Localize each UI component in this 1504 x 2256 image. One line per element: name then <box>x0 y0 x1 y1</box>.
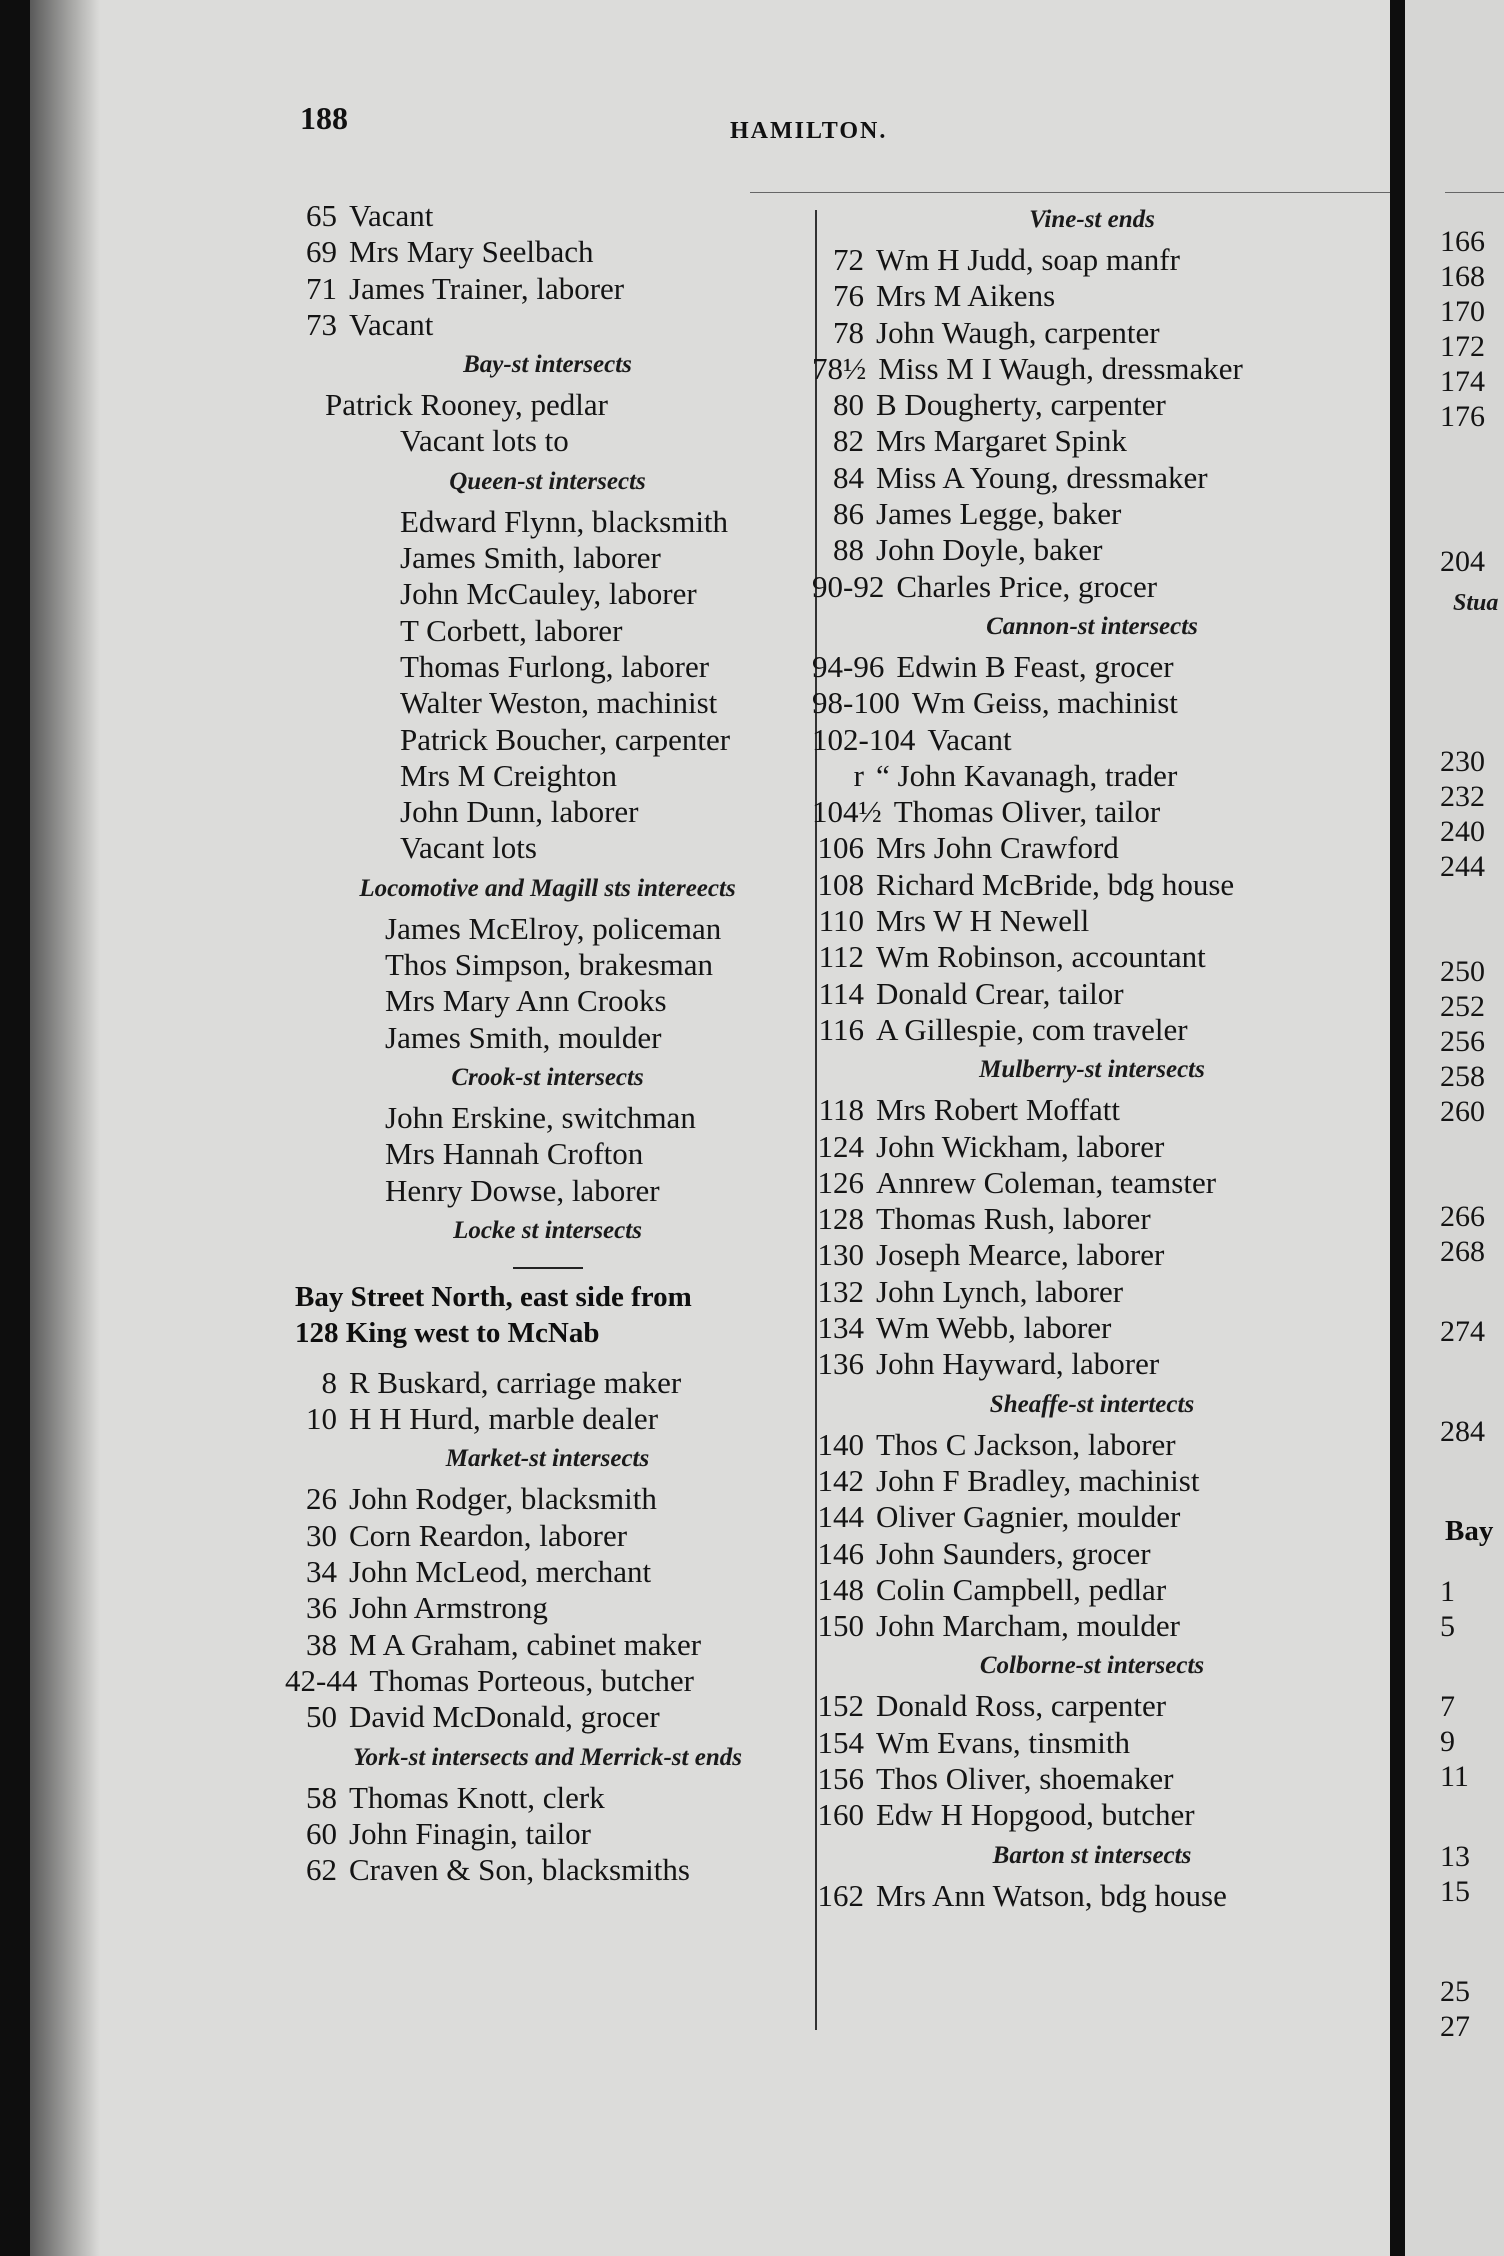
resident-name: John Saunders, grocer <box>876 1535 1151 1571</box>
directory-entry <box>812 1536 1372 1572</box>
resident-name: Wm Evans, tinsmith <box>876 1724 1131 1760</box>
directory-entry <box>285 1481 810 1517</box>
cross-street-label: Bay-st intersects <box>463 351 632 379</box>
resident-name: John Waugh, carpenter <box>876 314 1160 350</box>
facing-page-number: 230 <box>1440 745 1485 778</box>
street-number: 26 <box>306 1481 337 1517</box>
resident-name: Mrs W H Newell <box>876 903 1090 939</box>
directory-entry <box>285 1554 810 1590</box>
resident-name: Edward Flynn, blacksmith <box>400 503 729 539</box>
directory-entry <box>285 1590 810 1626</box>
directory-entry <box>285 722 810 758</box>
resident-name: John Armstrong <box>349 1590 548 1626</box>
directory-entry <box>812 1346 1372 1382</box>
facing-page-number: 268 <box>1440 1235 1485 1268</box>
street-number: 130 <box>817 1237 864 1273</box>
directory-entry <box>812 1463 1372 1499</box>
facing-page-number: 5 <box>1440 1610 1455 1643</box>
street-number: 110 <box>818 903 864 939</box>
street-number: 112 <box>818 939 864 975</box>
resident-name: Vacant <box>349 198 434 233</box>
directory-entry <box>285 911 810 947</box>
directory-entry <box>812 1237 1372 1273</box>
directory-entry <box>812 315 1372 351</box>
directory-entry <box>812 1012 1372 1048</box>
street-number: 154 <box>817 1724 864 1760</box>
resident-name: Edwin B Feast, grocer <box>896 648 1174 684</box>
directory-entry <box>285 1663 810 1699</box>
directory-entry <box>285 1136 810 1172</box>
street-number: 90-92 <box>812 568 885 604</box>
facing-page-number: 174 <box>1440 365 1485 398</box>
directory-entry <box>812 1274 1372 1310</box>
resident-name: Mrs Mary Ann Crooks <box>385 983 667 1019</box>
resident-name: H H Hurd, marble dealer <box>349 1401 659 1437</box>
resident-name: David McDonald, grocer <box>349 1699 660 1735</box>
street-number: 62 <box>306 1852 337 1888</box>
facing-page-number: 11 <box>1440 1760 1469 1793</box>
resident-name: Mrs M Creighton <box>400 757 617 793</box>
street-number: 36 <box>306 1590 337 1626</box>
directory-entry <box>285 1699 810 1735</box>
resident-name: Thos C Jackson, laborer <box>876 1426 1176 1462</box>
resident-name: Thomas Furlong, laborer <box>400 648 710 684</box>
directory-entry <box>812 1761 1372 1797</box>
resident-name: M A Graham, cabinet maker <box>349 1626 702 1662</box>
directory-entry <box>285 1852 810 1888</box>
resident-name: Mrs Ann Watson, bdg house <box>876 1877 1227 1913</box>
street-number: 108 <box>817 866 864 902</box>
right-column <box>812 198 1372 1914</box>
resident-name: Richard McBride, bdg house <box>876 866 1235 902</box>
street-number: 146 <box>817 1535 864 1571</box>
directory-entry <box>812 649 1372 685</box>
cross-street-label: Locomotive and Magill sts intereects <box>359 874 736 902</box>
directory-page <box>30 0 1390 2256</box>
directory-entry <box>812 1608 1372 1644</box>
resident-name: Mrs Mary Seelbach <box>349 234 594 270</box>
directory-entry <box>812 532 1372 568</box>
street-number: 10 <box>306 1401 337 1437</box>
street-heading: Bay Street North, east side from <box>295 1280 692 1313</box>
resident-name: Vacant <box>927 721 1012 757</box>
directory-entry <box>285 1627 810 1663</box>
directory-entry <box>285 504 810 540</box>
facing-page-number: 256 <box>1440 1025 1485 1058</box>
directory-entry <box>812 242 1372 278</box>
resident-name: James Smith, laborer <box>400 540 661 576</box>
street-number: 124 <box>817 1128 864 1164</box>
directory-entry <box>285 758 810 794</box>
directory-entry <box>812 1878 1372 1914</box>
directory-entry <box>812 685 1372 721</box>
street-number: 152 <box>817 1688 864 1724</box>
street-number: 126 <box>817 1164 864 1200</box>
resident-name: John Rodger, blacksmith <box>349 1481 657 1517</box>
resident-name: Patrick Rooney, pedlar <box>325 387 608 423</box>
street-number: 116 <box>818 1011 864 1047</box>
street-number: 140 <box>817 1426 864 1462</box>
facing-page-number: 266 <box>1440 1200 1485 1233</box>
resident-name: Colin Campbell, pedlar <box>876 1571 1167 1607</box>
resident-name: Miss A Young, dressmaker <box>876 459 1208 495</box>
facing-page-number: 9 <box>1440 1725 1455 1758</box>
directory-entry <box>285 649 810 685</box>
left-column <box>285 198 810 1888</box>
street-number: 132 <box>817 1273 864 1309</box>
resident-name: John McLeod, merchant <box>349 1554 652 1590</box>
resident-name: “ John Kavanagh, trader <box>876 757 1178 793</box>
cross-street-label: Sheaffe-st intertects <box>989 1390 1195 1418</box>
directory-entry <box>285 1365 810 1401</box>
street-number: 34 <box>306 1554 337 1590</box>
directory-entry <box>285 387 810 423</box>
resident-name: Oliver Gagnier, moulder <box>876 1499 1181 1535</box>
facing-page-number: 7 <box>1440 1690 1455 1723</box>
street-number: 65 <box>306 198 337 233</box>
resident-name: T Corbett, laborer <box>400 612 623 648</box>
resident-name: Mrs John Crawford <box>876 830 1119 866</box>
facing-page-number: 244 <box>1440 850 1485 883</box>
street-number: 104½ <box>812 794 882 830</box>
facing-page-number: 166 <box>1440 225 1485 258</box>
cross-street-label: Colborne-st intersects <box>979 1652 1205 1680</box>
resident-name: Thos Simpson, brakesman <box>385 947 714 983</box>
resident-name: Henry Dowse, laborer <box>385 1172 660 1208</box>
resident-name: John Wickham, laborer <box>876 1128 1165 1164</box>
directory-entry <box>812 1129 1372 1165</box>
directory-entry <box>285 685 810 721</box>
directory-entry <box>812 903 1372 939</box>
cross-street-label: Queen-st intersects <box>449 467 646 495</box>
street-number: 58 <box>306 1779 337 1815</box>
resident-name: Wm Webb, laborer <box>876 1310 1112 1346</box>
cross-street-label: Mulberry-st intersects <box>979 1056 1205 1084</box>
facing-page-number: 15 <box>1440 1875 1470 1908</box>
facing-page-number: 250 <box>1440 955 1485 988</box>
resident-name: John F Bradley, machinist <box>876 1462 1200 1498</box>
facing-page-number: 274 <box>1440 1315 1485 1348</box>
resident-name: James Smith, moulder <box>385 1019 662 1055</box>
directory-entry <box>812 1427 1372 1463</box>
facing-page-number: 1 <box>1440 1575 1455 1608</box>
directory-entry <box>285 307 810 343</box>
resident-name: Mrs Robert Moffatt <box>876 1092 1120 1128</box>
street-number: 30 <box>306 1517 337 1553</box>
resident-name: Donald Crear, tailor <box>876 975 1124 1011</box>
facing-page-number: 232 <box>1440 780 1485 813</box>
street-number: 80 <box>833 387 864 423</box>
directory-entry <box>812 1499 1372 1535</box>
cross-street-label: York-st intersects and Merrick-st ends <box>353 1743 742 1771</box>
cross-street-label: Crook-st intersects <box>451 1063 644 1091</box>
facing-page-number: 170 <box>1440 295 1485 328</box>
resident-name: Mrs Margaret Spink <box>876 423 1127 459</box>
street-number: 162 <box>817 1877 864 1913</box>
directory-entry <box>812 387 1372 423</box>
street-number: 144 <box>817 1499 864 1535</box>
directory-entry <box>285 1401 810 1437</box>
street-number: 71 <box>306 270 337 306</box>
resident-name: John Marcham, moulder <box>876 1608 1180 1644</box>
street-number: 106 <box>817 830 864 866</box>
directory-entry <box>285 1173 810 1209</box>
resident-name: James Legge, baker <box>876 496 1122 532</box>
resident-name: Wm Robinson, accountant <box>876 939 1206 975</box>
directory-entry <box>285 540 810 576</box>
header-rule <box>750 192 1390 193</box>
resident-name: Mrs M Aikens <box>876 278 1056 314</box>
street-number: 50 <box>306 1699 337 1735</box>
street-number: 102-104 <box>812 721 916 757</box>
directory-entry <box>812 939 1372 975</box>
directory-entry <box>812 569 1372 605</box>
resident-name: Mrs Hannah Crofton <box>385 1136 644 1172</box>
facing-page-number: 168 <box>1440 260 1485 293</box>
cross-street-label: Market-st intersects <box>445 1445 650 1473</box>
street-number: 60 <box>306 1815 337 1851</box>
street-number: 86 <box>833 496 864 532</box>
resident-name: Thomas Knott, clerk <box>349 1779 605 1815</box>
facing-page-number: 240 <box>1440 815 1485 848</box>
directory-entry <box>285 1518 810 1554</box>
directory-entry <box>285 1100 810 1136</box>
resident-name: Walter Weston, machinist <box>400 685 718 721</box>
street-number: 134 <box>817 1310 864 1346</box>
directory-entry <box>812 1688 1372 1724</box>
directory-entry <box>285 1780 810 1816</box>
street-number: r <box>853 757 864 793</box>
directory-entry <box>812 1310 1372 1346</box>
directory-entry <box>285 271 810 307</box>
street-number: 69 <box>306 234 337 270</box>
cross-street-label: Barton st intersects <box>992 1841 1192 1869</box>
cross-street-label: Vine-st ends <box>1029 206 1155 233</box>
street-number: 94-96 <box>812 648 885 684</box>
street-heading: 128 King west to McNab <box>295 1316 600 1349</box>
directory-entry <box>812 830 1372 866</box>
directory-entry <box>812 460 1372 496</box>
resident-name: James McElroy, policeman <box>385 910 722 946</box>
street-number: 128 <box>817 1201 864 1237</box>
street-number: 84 <box>833 459 864 495</box>
resident-name: John Finagin, tailor <box>349 1815 591 1851</box>
directory-entry <box>812 423 1372 459</box>
directory-entry <box>285 1020 810 1056</box>
directory-entry <box>812 758 1372 794</box>
street-number: 142 <box>817 1462 864 1498</box>
resident-name: Annrew Coleman, teamster <box>876 1164 1217 1200</box>
street-number: 114 <box>818 975 864 1011</box>
directory-entry <box>812 1572 1372 1608</box>
directory-entry <box>285 830 810 866</box>
street-number: 160 <box>817 1797 864 1833</box>
facing-page-number: 260 <box>1440 1095 1485 1128</box>
street-number: 98-100 <box>812 685 900 721</box>
facing-page-number: 252 <box>1440 990 1485 1023</box>
page-title: HAMILTON. <box>730 118 888 144</box>
street-number: 136 <box>817 1346 864 1382</box>
directory-entry <box>285 423 810 459</box>
directory-entry <box>812 1797 1372 1833</box>
facing-page-number: 284 <box>1440 1415 1485 1448</box>
directory-entry <box>285 576 810 612</box>
street-number: 150 <box>817 1608 864 1644</box>
directory-entry <box>812 722 1372 758</box>
directory-entry <box>285 613 810 649</box>
street-number: 78½ <box>812 350 867 386</box>
resident-name: Wm Geiss, machinist <box>911 685 1178 721</box>
resident-name: Miss M I Waugh, dressmaker <box>878 350 1243 386</box>
street-number: 88 <box>833 532 864 568</box>
resident-name: Craven & Son, blacksmiths <box>349 1852 690 1888</box>
resident-name: R Buskard, carriage maker <box>349 1364 682 1400</box>
directory-entry <box>812 278 1372 314</box>
street-number: 38 <box>306 1626 337 1662</box>
section-divider <box>513 1267 583 1269</box>
directory-entry <box>812 976 1372 1012</box>
facing-page-number: 204 <box>1440 545 1485 578</box>
directory-entry <box>812 794 1372 830</box>
resident-name: B Dougherty, carpenter <box>876 387 1166 423</box>
facing-page-number: 176 <box>1440 400 1485 433</box>
facing-page-number: 27 <box>1440 2010 1470 2043</box>
page-number: 188 <box>300 100 348 136</box>
directory-entry <box>285 198 810 234</box>
facing-page-number: 25 <box>1440 1975 1470 2008</box>
resident-name: Thomas Porteous, butcher <box>369 1662 694 1698</box>
facing-page-number: 258 <box>1440 1060 1485 1093</box>
resident-name: John Hayward, laborer <box>876 1346 1160 1382</box>
resident-name: Joseph Mearce, laborer <box>876 1237 1165 1273</box>
resident-name: Wm H Judd, soap manfr <box>876 242 1180 277</box>
facing-page-label: Stua <box>1453 590 1499 616</box>
resident-name: John Dunn, laborer <box>400 794 639 830</box>
facing-page-edge <box>1405 0 1504 2256</box>
directory-entry <box>812 1201 1372 1237</box>
resident-name: John Erskine, switchman <box>385 1099 696 1135</box>
directory-entry <box>812 351 1372 387</box>
resident-name: Vacant <box>349 306 434 342</box>
directory-entry <box>285 1816 810 1852</box>
resident-name: Donald Ross, carpenter <box>876 1688 1167 1724</box>
street-number: 73 <box>306 306 337 342</box>
street-number: 8 <box>321 1364 337 1400</box>
resident-name: Thomas Rush, laborer <box>876 1201 1151 1237</box>
street-number: 118 <box>818 1092 864 1128</box>
directory-entry <box>285 947 810 983</box>
facing-page-number: 172 <box>1440 330 1485 363</box>
resident-name: John Lynch, laborer <box>876 1273 1124 1309</box>
resident-name: Patrick Boucher, carpenter <box>400 721 731 757</box>
facing-page-rule <box>1445 192 1504 193</box>
directory-entry <box>812 1092 1372 1128</box>
street-number: 156 <box>817 1760 864 1796</box>
resident-name: Vacant lots <box>400 830 537 866</box>
directory-entry <box>812 1165 1372 1201</box>
facing-page-heading: Bay <box>1445 1515 1494 1547</box>
resident-name: A Gillespie, com traveler <box>876 1011 1188 1047</box>
street-number: 72 <box>833 242 864 277</box>
directory-entry <box>285 983 810 1019</box>
street-number: 82 <box>833 423 864 459</box>
street-number: 42-44 <box>285 1662 358 1698</box>
resident-name: Charles Price, grocer <box>896 568 1158 604</box>
cross-street-label: Locke st intersects <box>453 1216 642 1244</box>
resident-name: Thos Oliver, shoemaker <box>876 1760 1174 1796</box>
street-number: 76 <box>833 278 864 314</box>
resident-name: Vacant lots to <box>400 423 569 459</box>
directory-entry <box>285 234 810 270</box>
spacer <box>285 1351 810 1365</box>
resident-name: James Trainer, laborer <box>349 270 625 306</box>
resident-name: John Doyle, baker <box>876 532 1103 568</box>
resident-name: John McCauley, laborer <box>400 576 697 612</box>
directory-entry <box>285 794 810 830</box>
resident-name: Corn Reardon, laborer <box>349 1517 628 1553</box>
directory-entry <box>812 867 1372 903</box>
cross-street-label: Cannon-st intersects <box>986 612 1198 640</box>
directory-entry <box>812 1725 1372 1761</box>
street-number: 148 <box>817 1571 864 1607</box>
street-number: 78 <box>833 314 864 350</box>
resident-name: Thomas Oliver, tailor <box>893 794 1161 830</box>
directory-entry <box>812 496 1372 532</box>
resident-name: Edw H Hopgood, butcher <box>876 1797 1195 1833</box>
facing-page-number: 13 <box>1440 1840 1470 1873</box>
